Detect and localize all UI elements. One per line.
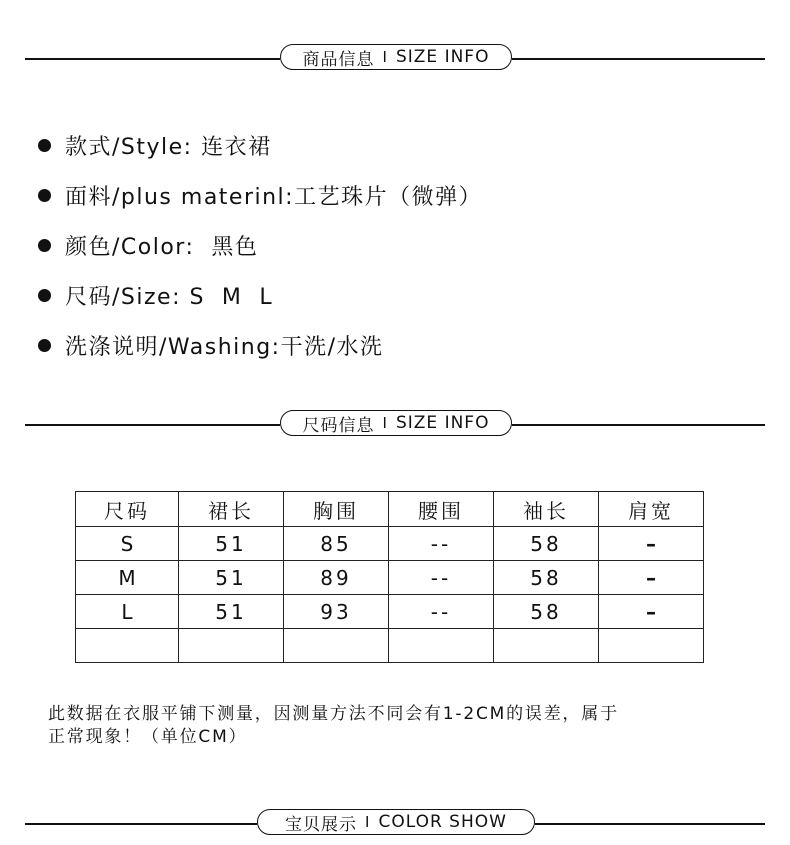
cell-empty (494, 629, 599, 663)
cell-empty (599, 629, 704, 663)
cell-length: 51 (179, 561, 284, 595)
list-item-washing (38, 320, 758, 370)
cell-sleeve: 58 (494, 561, 599, 595)
cell-size: L (76, 595, 179, 629)
section-header-size-info (0, 410, 790, 440)
cell-waist: -- (389, 561, 494, 595)
table-row (76, 527, 704, 561)
cell-sleeve: 58 (494, 595, 599, 629)
header-shoulder: 肩宽 (599, 492, 704, 527)
cell-size: M (76, 561, 179, 595)
note-line-2: 正常现象！（单位CM） (48, 727, 248, 747)
divider-left (25, 424, 280, 426)
section-title-pill (280, 44, 512, 70)
bullet-icon (38, 339, 51, 352)
list-item-size (38, 270, 758, 320)
section-title-separator: I (365, 813, 371, 831)
bullet-icon (38, 289, 51, 302)
cell-size: S (76, 527, 179, 561)
cell-empty (389, 629, 494, 663)
section-header-color-show (0, 809, 790, 839)
cell-waist: -- (389, 595, 494, 629)
cell-waist: -- (389, 527, 494, 561)
cell-bust: 85 (284, 527, 389, 561)
divider-right (512, 424, 765, 426)
cell-sleeve: 58 (494, 527, 599, 561)
table-row (76, 561, 704, 595)
cell-length: 51 (179, 527, 284, 561)
section-title-separator: I (382, 414, 388, 432)
cell-length: 51 (179, 595, 284, 629)
bullet-icon (38, 239, 51, 252)
section-title-en: SIZE INFO (395, 47, 490, 67)
bullet-icon (38, 139, 51, 152)
cell-shoulder: – (599, 561, 704, 595)
section-title-separator: I (382, 48, 388, 66)
section-title-pill (280, 410, 512, 436)
cell-bust: 89 (284, 561, 389, 595)
attribute-text: 尺码/Size: S M L (65, 284, 274, 310)
table-row (76, 595, 704, 629)
divider-right (512, 58, 765, 60)
list-item-material (38, 170, 758, 220)
attribute-text: 洗涤说明/Washing:干洗/水洗 (65, 334, 384, 360)
section-title-en: SIZE INFO (395, 413, 490, 433)
cell-shoulder: – (599, 527, 704, 561)
cell-shoulder: – (599, 595, 704, 629)
divider-left (25, 823, 257, 825)
section-header-product-info (0, 44, 790, 74)
section-title-cn: 宝贝展示 (285, 814, 358, 835)
divider-left (25, 58, 280, 60)
section-title-cn: 商品信息 (302, 49, 375, 70)
section-title-pill (257, 809, 535, 835)
header-bust: 胸围 (284, 492, 389, 527)
table-row-empty (76, 629, 704, 663)
list-item-color (38, 220, 758, 270)
cell-empty (284, 629, 389, 663)
table-header-row (76, 492, 704, 527)
header-waist: 腰围 (389, 492, 494, 527)
header-size: 尺码 (76, 492, 179, 527)
section-title-en: COLOR SHOW (378, 812, 507, 832)
cell-bust: 93 (284, 595, 389, 629)
note-line-1: 此数据在衣服平铺下测量，因测量方法不同会有1-2CM的误差，属于 (48, 704, 619, 724)
list-item-style (38, 120, 758, 170)
size-table (75, 491, 704, 663)
header-length: 裙长 (179, 492, 284, 527)
product-attribute-list (38, 120, 758, 370)
header-sleeve: 袖长 (494, 492, 599, 527)
attribute-text: 款式/Style: 连衣裙 (65, 134, 272, 160)
measurement-note (48, 703, 748, 749)
divider-right (535, 823, 765, 825)
cell-empty (76, 629, 179, 663)
section-title-cn: 尺码信息 (302, 415, 375, 436)
cell-empty (179, 629, 284, 663)
bullet-icon (38, 189, 51, 202)
attribute-text: 颜色/Color: 黑色 (65, 234, 259, 260)
attribute-text: 面料/plus materinl:工艺珠片（微弹） (65, 184, 483, 210)
